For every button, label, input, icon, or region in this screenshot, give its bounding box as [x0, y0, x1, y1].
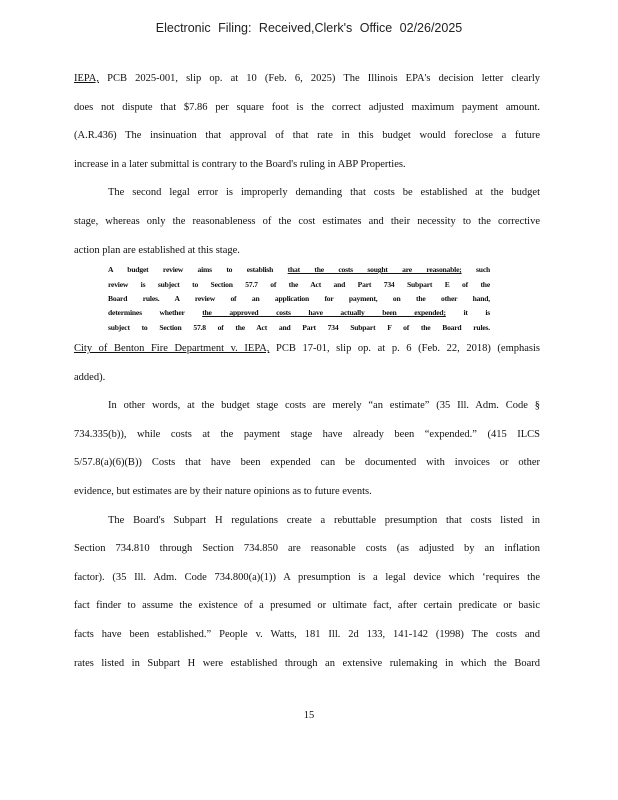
- text-line: [74, 597, 540, 626]
- text-run: facts have been established.” People v. Watts, 181 Ill. 2d 133, 141-142 (1998) The costs and: [74, 629, 540, 641]
- text-line: [74, 426, 540, 455]
- text-run: added).: [74, 371, 106, 383]
- text-line: [74, 483, 540, 512]
- text-line: [108, 322, 490, 336]
- text-line: [74, 397, 540, 426]
- underlined-text: City of Benton Fire Department v. IEPA,: [74, 343, 270, 355]
- text-line: [74, 540, 540, 569]
- text-run: (A.R.436) The insinuation that approval of that rate in this budget would foreclose a future: [74, 130, 540, 142]
- text-line: [74, 127, 540, 156]
- text-run: Section 734.810 through Section 734.850 are reasonable costs (as adjusted by an inflation: [74, 543, 540, 555]
- text-line: [74, 454, 540, 483]
- text-run: PCB 17-01, slip op. at p. 6 (Feb. 22, 2018) (emphasis: [269, 343, 540, 355]
- text-run: determines whether: [108, 308, 203, 318]
- body-text: [74, 70, 540, 683]
- text-run: fact finder to assume the existence of a presumed or ultimate fact, after certain predicate or basic: [74, 600, 540, 612]
- text-run: evidence, but estimates are by their nature opinions as to future events.: [74, 486, 372, 498]
- text-line: [108, 279, 490, 293]
- text-line: [74, 569, 540, 598]
- text-run: subject to Section 57.8 of the Act and Part 734 Subpart F of the Board rules.: [108, 322, 490, 332]
- underlined-text: IEPA,: [74, 73, 99, 84]
- text-line: [108, 264, 490, 278]
- text-run: does not dispute that $7.86 per square foot is the correct adjusted maximum payment amount.: [74, 101, 540, 113]
- page-number: 15: [303, 710, 315, 721]
- text-run: it is: [445, 308, 490, 318]
- text-run: A budget review aims to establish: [108, 265, 288, 275]
- filing-header: Electronic Filing: Received,Clerk's Office 02/26/2025: [155, 21, 463, 35]
- text-run: such: [461, 265, 490, 275]
- text-line: [74, 184, 540, 213]
- text-run: stage, whereas only the reasonableness of the cost estimates and their necessity to the corrective: [74, 215, 540, 227]
- paragraph-block-bottom: [74, 340, 540, 683]
- text-line: [74, 655, 540, 684]
- text-line: [74, 70, 540, 99]
- text-line: [74, 626, 540, 655]
- text-run: In other words, at the budget stage costs are merely “an estimate” (35 Ill. Adm. Code §: [108, 400, 540, 412]
- text-run: Board rules. A review of an application for payment, on the other hand,: [108, 293, 490, 303]
- underlined-text: that the costs sought are reasonable;: [287, 265, 462, 275]
- text-line: [108, 307, 490, 321]
- text-run: 5/57.8(a)(6)(B)) Costs that have been expended can be documented with invoices or other: [74, 457, 540, 469]
- text-line: [74, 512, 540, 541]
- block-quote: [108, 264, 490, 336]
- text-line: [74, 99, 540, 128]
- paragraph-block-top: [74, 70, 540, 270]
- text-line: [74, 369, 540, 398]
- text-line: [108, 293, 490, 307]
- text-run: action plan are established at this stage.: [74, 244, 240, 256]
- text-run: factor). (35 Ill. Adm. Code 734.800(a)(1)) A presumption is a legal device which ‘requires the: [74, 571, 540, 583]
- text-run: 734.335(b)), while costs at the payment stage have already been “expended.” (415 ILCS: [74, 428, 540, 440]
- text-run: review is subject to Section 57.7 of the Act and Part 734 Subpart E of the: [108, 279, 490, 289]
- text-run: The second legal error is improperly demanding that costs be established at the budget: [108, 187, 540, 199]
- text-run: increase in a later submittal is contrary to the Board's ruling in ABP Properties.: [74, 158, 406, 170]
- underlined-text: the approved costs have actually been expended;: [202, 308, 446, 318]
- text-line: [74, 213, 540, 242]
- text-run: rates listed in Subpart H were established through an extensive rulemaking in which the Board: [74, 657, 540, 669]
- text-line: [74, 340, 540, 369]
- text-run: The Board's Subpart H regulations create a rebuttable presumption that costs listed in: [108, 514, 540, 526]
- text-run: PCB 2025-001, slip op. at 10 (Feb. 6, 2025) The Illinois EPA's decision letter clearly: [99, 73, 540, 84]
- text-line: [74, 156, 540, 185]
